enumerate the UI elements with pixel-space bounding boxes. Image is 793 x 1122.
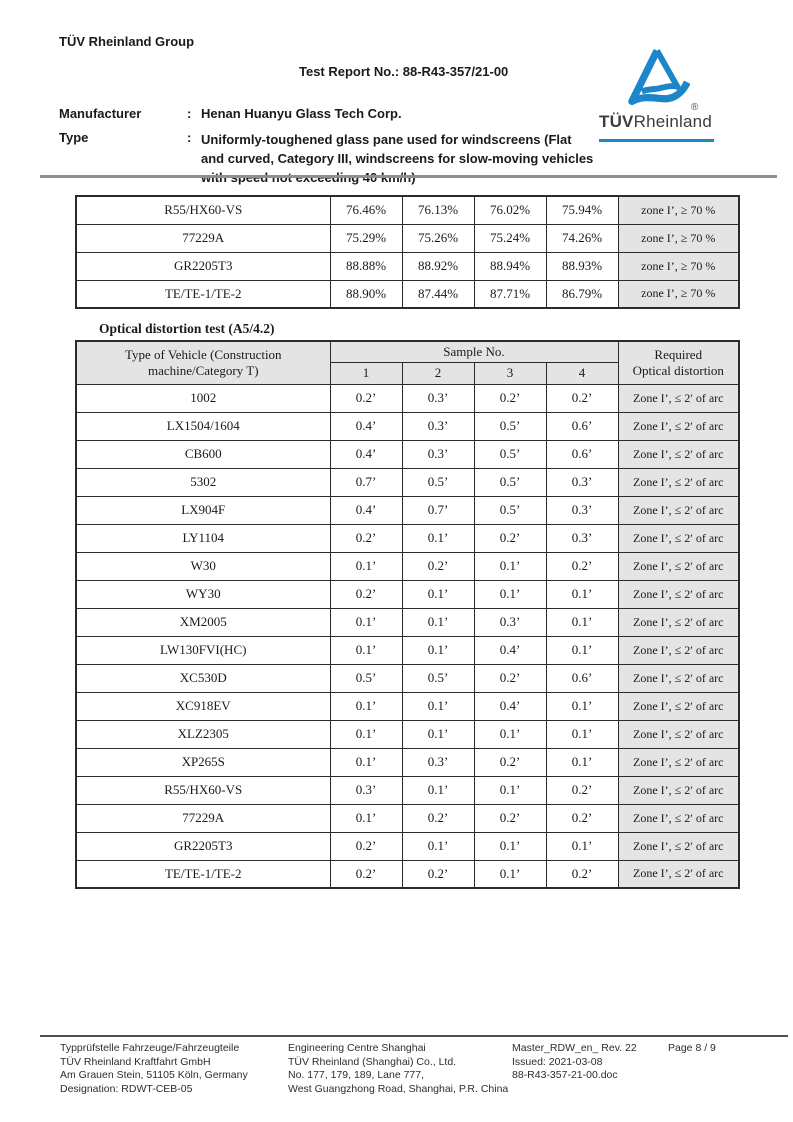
required-cell: zone I’, ≥ 70 % xyxy=(618,224,739,252)
vehicle-cell: XP265S xyxy=(76,748,330,776)
sample-value-cell: 0.2’ xyxy=(546,384,618,412)
vehicle-cell: 5302 xyxy=(76,468,330,496)
company-group-title: TÜV Rheinland Group xyxy=(59,34,195,49)
sample-value-cell: 0.1’ xyxy=(402,524,474,552)
required-cell: Zone I’, ≤ 2′ of arc xyxy=(618,692,739,720)
vehicle-cell: 77229A xyxy=(76,224,330,252)
footer-line: Am Grauen Stein, 51105 Köln, Germany xyxy=(60,1069,248,1081)
sample-value-cell: 0.1’ xyxy=(402,636,474,664)
footer-line: Issued: 2021-03-08 xyxy=(512,1055,603,1068)
sample-value-cell: 0.2’ xyxy=(474,748,546,776)
required-cell: Zone I’, ≤ 2′ of arc xyxy=(618,468,739,496)
table-header-row xyxy=(76,341,739,362)
sample-value-cell: 88.88% xyxy=(330,252,402,280)
required-cell: zone I’, ≥ 70 % xyxy=(618,280,739,308)
sample-value-cell: 0.2’ xyxy=(546,860,618,888)
footer-line: Designation: RDWT-CEB-05 xyxy=(60,1082,193,1095)
table-row xyxy=(76,384,739,412)
wordmark-tuv: TÜV xyxy=(599,112,634,131)
manufacturer-label: Manufacturer xyxy=(59,106,142,121)
sample-value-cell: 76.02% xyxy=(474,196,546,224)
sample-value-cell: 0.1’ xyxy=(402,776,474,804)
sample-col-2: 2 xyxy=(402,362,474,384)
table-row xyxy=(76,252,739,280)
sample-value-cell: 0.1’ xyxy=(474,552,546,580)
footer-line: Engineering Centre Shanghai xyxy=(288,1042,426,1054)
sample-value-cell: 0.3’ xyxy=(546,468,618,496)
sample-value-cell: 0.1’ xyxy=(546,748,618,776)
sample-value-cell: 75.26% xyxy=(402,224,474,252)
required-cell: Zone I’, ≤ 2′ of arc xyxy=(618,496,739,524)
type-value xyxy=(201,130,601,187)
table-row xyxy=(76,636,739,664)
sample-value-cell: 0.1’ xyxy=(330,804,402,832)
sample-value-cell: 0.2’ xyxy=(546,776,618,804)
type-colon: : xyxy=(187,130,192,145)
tuv-logo xyxy=(624,46,690,113)
required-header-line-1: Required xyxy=(654,346,703,362)
vehicle-column-header xyxy=(76,341,330,384)
sample-value-cell: 0.7’ xyxy=(330,468,402,496)
sample-value-cell: 0.2’ xyxy=(330,832,402,860)
tuv-triangle-icon xyxy=(624,46,690,108)
sample-value-cell: 0.2’ xyxy=(330,580,402,608)
sample-value-cell: 0.3’ xyxy=(546,496,618,524)
sample-value-cell: 88.90% xyxy=(330,280,402,308)
vehicle-cell: R55/HX60-VS xyxy=(76,196,330,224)
sample-value-cell: 0.5’ xyxy=(474,412,546,440)
sample-value-cell: 76.46% xyxy=(330,196,402,224)
sample-value-cell: 0.3’ xyxy=(402,748,474,776)
manufacturer-colon: : xyxy=(187,106,192,121)
required-cell: Zone I’, ≤ 2′ of arc xyxy=(618,664,739,692)
sample-value-cell: 0.1’ xyxy=(474,580,546,608)
vehicle-cell: 1002 xyxy=(76,384,330,412)
required-cell: Zone I’, ≤ 2′ of arc xyxy=(618,748,739,776)
table-row xyxy=(76,440,739,468)
sample-value-cell: 0.6’ xyxy=(546,440,618,468)
type-line-1: Uniformly-toughened glass pane used for windscreens (Flat xyxy=(201,132,572,147)
table-row xyxy=(76,832,739,860)
sample-value-cell: 0.1’ xyxy=(402,580,474,608)
table-row xyxy=(76,224,739,252)
required-cell: Zone I’, ≤ 2′ of arc xyxy=(618,552,739,580)
sample-value-cell: 87.71% xyxy=(474,280,546,308)
sample-value-cell: 0.1’ xyxy=(402,692,474,720)
sample-value-cell: 0.4’ xyxy=(330,496,402,524)
sample-value-cell: 0.7’ xyxy=(402,496,474,524)
sample-value-cell: 0.4’ xyxy=(474,692,546,720)
table-row xyxy=(76,608,739,636)
sample-value-cell: 0.1’ xyxy=(546,608,618,636)
sample-value-cell: 0.5’ xyxy=(474,440,546,468)
table-row xyxy=(76,280,739,308)
vehicle-cell: TE/TE-1/TE-2 xyxy=(76,860,330,888)
section-heading: Optical distortion test (A5/4.2) xyxy=(99,321,275,336)
required-cell: Zone I’, ≤ 2′ of arc xyxy=(618,580,739,608)
table-row xyxy=(76,496,739,524)
sample-value-cell: 0.1’ xyxy=(402,720,474,748)
sample-value-cell: 88.93% xyxy=(546,252,618,280)
sample-value-cell: 0.1’ xyxy=(474,832,546,860)
sample-value-cell: 0.2’ xyxy=(546,552,618,580)
sample-value-cell: 0.2’ xyxy=(402,552,474,580)
sample-value-cell: 0.4’ xyxy=(330,412,402,440)
table-row xyxy=(76,860,739,888)
tuv-wordmark xyxy=(599,112,712,132)
footer-line: Master_RDW_en_ Rev. 22 xyxy=(512,1042,637,1054)
required-cell: zone I’, ≥ 70 % xyxy=(618,252,739,280)
sample-value-cell: 0.1’ xyxy=(546,720,618,748)
sample-value-cell: 0.2’ xyxy=(546,804,618,832)
required-cell: Zone I’, ≤ 2′ of arc xyxy=(618,384,739,412)
required-cell: Zone I’, ≤ 2′ of arc xyxy=(618,608,739,636)
sample-value-cell: 0.1’ xyxy=(474,720,546,748)
sample-value-cell: 0.2’ xyxy=(474,524,546,552)
sample-value-cell: 87.44% xyxy=(402,280,474,308)
sample-value-cell: 0.3’ xyxy=(402,384,474,412)
logo-underline xyxy=(599,139,714,142)
table-row xyxy=(76,196,739,224)
sample-value-cell: 0.5’ xyxy=(402,468,474,496)
header-divider xyxy=(40,175,777,178)
required-cell: Zone I’, ≤ 2′ of arc xyxy=(618,524,739,552)
table-row xyxy=(76,776,739,804)
sample-value-cell: 0.2’ xyxy=(402,804,474,832)
table-row xyxy=(76,664,739,692)
sample-value-cell: 0.1’ xyxy=(330,748,402,776)
transmittance-table xyxy=(75,195,740,309)
footer-line: West Guangzhong Road, Shanghai, P.R. China xyxy=(288,1082,509,1095)
vehicle-cell: XC918EV xyxy=(76,692,330,720)
footer-address-shanghai xyxy=(288,1042,508,1096)
required-cell: Zone I’, ≤ 2′ of arc xyxy=(618,832,739,860)
footer-divider xyxy=(40,1035,788,1037)
footer-line: No. 177, 179, 189, Lane 777, xyxy=(288,1069,425,1081)
sample-value-cell: 0.1’ xyxy=(546,636,618,664)
table-row xyxy=(76,412,739,440)
sample-value-cell: 0.1’ xyxy=(402,832,474,860)
sample-col-4: 4 xyxy=(546,362,618,384)
sample-value-cell: 0.2’ xyxy=(402,860,474,888)
footer-line: 88-R43-357-21-00.doc xyxy=(512,1069,618,1081)
sample-value-cell: 88.92% xyxy=(402,252,474,280)
required-cell: Zone I’, ≤ 2′ of arc xyxy=(618,860,739,888)
sample-value-cell: 0.2’ xyxy=(474,384,546,412)
sample-value-cell: 0.1’ xyxy=(330,552,402,580)
vehicle-cell: W30 xyxy=(76,552,330,580)
report-number: Test Report No.: 88-R43-357/21-00 xyxy=(299,64,509,79)
table-row xyxy=(76,580,739,608)
sample-value-cell: 0.5’ xyxy=(474,496,546,524)
vehicle-cell: LX904F xyxy=(76,496,330,524)
optical-distortion-table xyxy=(75,340,740,889)
sample-value-cell: 0.2’ xyxy=(330,384,402,412)
sample-col-3: 3 xyxy=(474,362,546,384)
sample-value-cell: 0.4’ xyxy=(474,636,546,664)
required-header-line-2: Optical distortion xyxy=(632,362,724,378)
sample-value-cell: 0.5’ xyxy=(330,664,402,692)
vehicle-cell: GR2205T3 xyxy=(76,252,330,280)
sample-value-cell: 0.1’ xyxy=(330,692,402,720)
sample-value-cell: 0.1’ xyxy=(546,832,618,860)
sample-value-cell: 0.3’ xyxy=(402,440,474,468)
sample-value-cell: 0.1’ xyxy=(330,608,402,636)
sample-value-cell: 0.3’ xyxy=(330,776,402,804)
sample-value-cell: 0.1’ xyxy=(330,720,402,748)
sample-no-header: Sample No. xyxy=(330,341,618,362)
sample-value-cell: 0.6’ xyxy=(546,664,618,692)
vehicle-cell: XLZ2305 xyxy=(76,720,330,748)
sample-value-cell: 0.1’ xyxy=(546,580,618,608)
required-cell: Zone I’, ≤ 2′ of arc xyxy=(618,720,739,748)
required-cell: Zone I’, ≤ 2′ of arc xyxy=(618,804,739,832)
registered-mark: ® xyxy=(691,102,699,113)
table-row xyxy=(76,804,739,832)
type-label: Type xyxy=(59,130,89,145)
wordmark-rheinland: Rheinland xyxy=(633,112,712,131)
sample-value-cell: 0.3’ xyxy=(474,608,546,636)
vehicle-cell: R55/HX60-VS xyxy=(76,776,330,804)
sample-value-cell: 75.94% xyxy=(546,196,618,224)
sample-value-cell: 0.2’ xyxy=(474,664,546,692)
required-column-header xyxy=(618,341,739,384)
table-row xyxy=(76,524,739,552)
sample-value-cell: 0.5’ xyxy=(474,468,546,496)
vehicle-cell: LY1104 xyxy=(76,524,330,552)
sample-value-cell: 88.94% xyxy=(474,252,546,280)
table-row xyxy=(76,468,739,496)
sample-value-cell: 75.29% xyxy=(330,224,402,252)
sample-value-cell: 86.79% xyxy=(546,280,618,308)
page-indicator: Page 8 / 9 xyxy=(668,1042,716,1054)
sample-value-cell: 0.1’ xyxy=(474,776,546,804)
sample-value-cell: 0.1’ xyxy=(330,636,402,664)
sample-value-cell: 76.13% xyxy=(402,196,474,224)
vehicle-header-line-2: machine/Category T) xyxy=(147,362,259,378)
vehicle-cell: WY30 xyxy=(76,580,330,608)
sample-value-cell: 0.4’ xyxy=(330,440,402,468)
table-row xyxy=(76,720,739,748)
required-cell: Zone I’, ≤ 2′ of arc xyxy=(618,636,739,664)
manufacturer-value: Henan Huanyu Glass Tech Corp. xyxy=(201,106,402,121)
sample-value-cell: 0.1’ xyxy=(474,860,546,888)
sample-value-cell: 0.3’ xyxy=(402,412,474,440)
vehicle-cell: GR2205T3 xyxy=(76,832,330,860)
sample-col-1: 1 xyxy=(330,362,402,384)
footer-line: TÜV Rheinland Kraftfahrt GmbH xyxy=(60,1055,211,1068)
sample-value-cell: 0.1’ xyxy=(546,692,618,720)
sample-value-cell: 0.2’ xyxy=(474,804,546,832)
type-line-2: and curved, Category III, windscreens for slow-moving vehicles xyxy=(201,151,594,166)
footer-line: TÜV Rheinland (Shanghai) Co., Ltd. xyxy=(288,1055,457,1068)
sample-value-cell: 74.26% xyxy=(546,224,618,252)
footer-doc-info xyxy=(512,1042,637,1083)
sample-value-cell: 0.2’ xyxy=(330,860,402,888)
required-cell: Zone I’, ≤ 2′ of arc xyxy=(618,440,739,468)
vehicle-cell: LX1504/1604 xyxy=(76,412,330,440)
vehicle-cell: XM2005 xyxy=(76,608,330,636)
vehicle-cell: TE/TE-1/TE-2 xyxy=(76,280,330,308)
vehicle-cell: CB600 xyxy=(76,440,330,468)
sample-value-cell: 0.3’ xyxy=(546,524,618,552)
sample-value-cell: 75.24% xyxy=(474,224,546,252)
footer-line: Typprüfstelle Fahrzeuge/Fahrzeugteile xyxy=(60,1042,240,1054)
vehicle-cell: 77229A xyxy=(76,804,330,832)
vehicle-cell: XC530D xyxy=(76,664,330,692)
sample-value-cell: 0.2’ xyxy=(330,524,402,552)
sample-value-cell: 0.5’ xyxy=(402,664,474,692)
vehicle-header-line-1: Type of Vehicle (Construction xyxy=(124,346,282,362)
footer-address-germany xyxy=(60,1042,248,1096)
required-cell: Zone I’, ≤ 2′ of arc xyxy=(618,412,739,440)
sample-value-cell: 0.6’ xyxy=(546,412,618,440)
table-row xyxy=(76,552,739,580)
table-row xyxy=(76,748,739,776)
sample-value-cell: 0.1’ xyxy=(402,608,474,636)
required-cell: Zone I’, ≤ 2′ of arc xyxy=(618,776,739,804)
table-row xyxy=(76,692,739,720)
vehicle-cell: LW130FVI(HC) xyxy=(76,636,330,664)
required-cell: zone I’, ≥ 70 % xyxy=(618,196,739,224)
